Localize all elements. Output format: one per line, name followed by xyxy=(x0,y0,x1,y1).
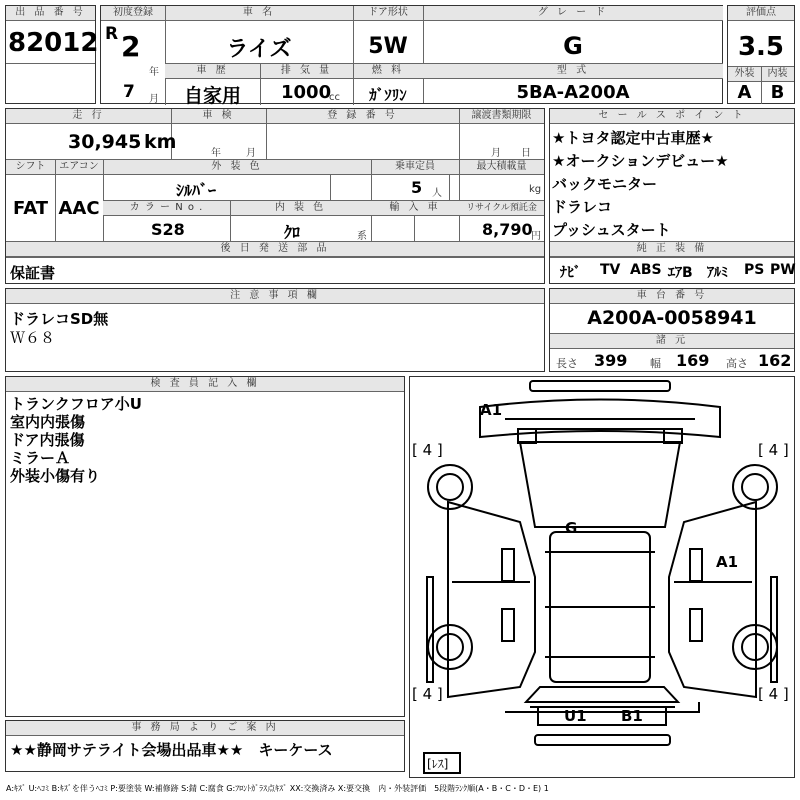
ac-label: エアコン xyxy=(55,160,103,175)
notes-line-1: ドラレコSD無 xyxy=(10,310,109,328)
equipment-abs: ABS xyxy=(630,262,662,278)
inspector-line-2: 室内内張傷 xyxy=(10,413,86,431)
sales-points-box xyxy=(549,108,795,284)
chassis-label: 車 台 番 号 xyxy=(550,289,794,304)
reg-year: 2 xyxy=(121,30,141,63)
grade: G xyxy=(563,32,583,60)
ext-color-label: 外 装 色 xyxy=(103,160,371,175)
grade-label: グ レ ー ド xyxy=(423,6,723,21)
score-label: 評価点 xyxy=(728,6,794,21)
door-type: 5W xyxy=(368,34,408,59)
inspector-line-4: ミラーＡ xyxy=(10,449,71,467)
max-load-label: 最大積載量 xyxy=(459,160,544,175)
mark-front-a1: A1 xyxy=(480,401,503,419)
transfer-day-unit: 日 xyxy=(521,148,531,159)
ac: AAC xyxy=(58,198,100,219)
exterior-grade: A xyxy=(737,82,752,103)
sales-point-2: ★オークションデビュー★ xyxy=(552,152,729,170)
inspector-box xyxy=(5,376,405,717)
score: 3.5 xyxy=(737,32,785,62)
equipment-navi: ﾅﾋﾞ xyxy=(560,265,581,281)
accessories-label: 後 日 発 送 部 品 xyxy=(6,242,544,257)
inspection-month-unit: 月 xyxy=(246,148,256,159)
chassis-box xyxy=(549,288,795,372)
notes-line-2: Ｗ６８ xyxy=(10,329,56,347)
int-color-label: 内 装 色 xyxy=(230,201,371,216)
capacity: 5 xyxy=(411,178,423,197)
import-label: 輸 入 車 xyxy=(371,201,459,216)
length-label: 長さ xyxy=(556,357,578,370)
accessories: 保証書 xyxy=(10,264,56,282)
displacement: 1000 xyxy=(281,82,332,103)
lot-number-label: 出 品 番 号 xyxy=(6,6,95,21)
shift: FAT xyxy=(12,198,49,219)
equipment-label: 純 正 装 備 xyxy=(550,242,794,257)
lot-number-box xyxy=(5,5,99,104)
int-color-unit: 系 xyxy=(357,231,367,242)
era: R xyxy=(105,24,119,44)
mark-rear-b1: B1 xyxy=(621,707,643,725)
car-name: ライズ xyxy=(226,37,292,62)
tire-front-right: [ 4 ] xyxy=(758,441,789,459)
interior-grade: B xyxy=(770,82,785,103)
notes-box xyxy=(5,288,545,372)
interior-label: 内装 xyxy=(761,67,794,82)
mileage-label: 走 行 xyxy=(6,109,171,124)
sales-point-3: バックモニター xyxy=(552,175,658,193)
capacity-unit: 人 xyxy=(432,188,442,199)
sales-point-5: プッシュスタート xyxy=(552,221,671,239)
car-diagram-box xyxy=(409,376,795,778)
fuel: ｶﾞｿﾘﾝ xyxy=(369,86,407,104)
office-label: 事 務 局 よ り ご 案 内 xyxy=(6,721,404,736)
equipment-airbag: ｴｱB xyxy=(668,265,693,281)
mileage-unit: km xyxy=(144,131,177,153)
mileage: 30,945 xyxy=(68,131,142,153)
year-unit: 年 xyxy=(149,67,159,78)
equipment-ps: PS xyxy=(744,262,765,278)
history: 自家用 xyxy=(183,85,241,107)
door-label: ドア形状 xyxy=(353,6,423,21)
inspection-year-unit: 年 xyxy=(211,148,221,159)
fuel-label: 燃 料 xyxy=(353,64,423,79)
length-value: 399 xyxy=(594,351,628,370)
color-no: S28 xyxy=(151,220,185,239)
reg-month: 7 xyxy=(123,82,135,102)
vehicle-info-box xyxy=(100,5,723,107)
inspection-label: 車 検 xyxy=(171,109,266,124)
reg-no-label: 登 録 番 号 xyxy=(266,109,459,124)
tire-rear-right: [ 4 ] xyxy=(758,685,789,703)
displacement-unit: cc xyxy=(329,92,340,103)
office-text: ★★静岡サテライト会場出品車★★ キーケース xyxy=(10,741,333,759)
dimensions-label: 諸 元 xyxy=(550,334,794,349)
model-label: 型 式 xyxy=(423,64,723,79)
color-no-label: カ ラ ー N o . xyxy=(103,201,230,216)
car-name-label: 車 名 xyxy=(165,6,353,21)
notes-label: 注 意 事 項 欄 xyxy=(6,289,544,304)
office-box xyxy=(5,720,405,772)
spare-tire: [ﾚｽ] xyxy=(427,757,449,771)
lot-number: 82012 xyxy=(8,28,99,58)
month-unit: 月 xyxy=(149,94,159,105)
sales-point-1: ★トヨタ認定中古車歴★ xyxy=(552,129,714,147)
inspector-line-5: 外装小傷有り xyxy=(10,467,101,485)
transfer-label: 譲渡書類期限 xyxy=(459,109,544,124)
model-code: 5BA-A200A xyxy=(516,82,630,103)
equipment-alloy: ｱﾙﾐ xyxy=(707,265,728,281)
sales-points-label: セ ー ル ス ポ イ ン ト xyxy=(550,109,794,124)
recycle-fee: 8,790 xyxy=(482,220,533,239)
equipment-pw: PW xyxy=(770,262,796,278)
height-value: 162 xyxy=(758,351,792,370)
max-load-unit: kg xyxy=(529,184,542,195)
ext-color: ｼﾙﾊﾞｰ xyxy=(176,181,217,200)
tire-front-left: [ 4 ] xyxy=(412,441,443,459)
capacity-label: 乗車定員 xyxy=(371,160,459,175)
chassis-number: A200A-0058941 xyxy=(587,307,757,329)
width-label: 幅 xyxy=(650,357,661,370)
mark-rear-u1: U1 xyxy=(564,707,587,725)
history-label: 車 歴 xyxy=(165,64,260,79)
exterior-label: 外装 xyxy=(728,67,761,82)
mark-side-a1: A1 xyxy=(716,553,739,571)
spec-box xyxy=(5,108,545,284)
car-diagram xyxy=(410,377,794,777)
inspector-line-1: トランクフロア小U xyxy=(10,395,142,413)
height-label: 高さ xyxy=(726,357,748,370)
transfer-month-unit: 月 xyxy=(491,148,501,159)
sales-point-4: ドラレコ xyxy=(552,198,613,216)
first-reg-label: 初度登録 xyxy=(101,6,165,21)
width-value: 169 xyxy=(676,351,710,370)
mark-windshield-g: G xyxy=(565,519,578,537)
recycle-label: リサイクル預託金 xyxy=(459,201,544,216)
recycle-unit: 円 xyxy=(531,231,541,242)
inspector-line-3: ドア内張傷 xyxy=(10,431,85,449)
tire-rear-left: [ 4 ] xyxy=(412,685,443,703)
int-color: ｸﾛ xyxy=(284,223,301,242)
displacement-label: 排 気 量 xyxy=(260,64,353,79)
shift-label: シフト xyxy=(6,160,55,175)
equipment-tv: TV xyxy=(600,262,621,278)
legend: A:ｷｽﾞ U:ﾍｺﾐ B:ｷｽﾞを伴うﾍｺﾐ P:要塗装 W:補修跡 S:錆 C:腐食 G:ﾌﾛﾝﾄｶﾞﾗｽ点ｷｽﾞ XX:交換済み X:要交換 内・外装評価 5段階ﾗﾝｸ順(A・B・C・D・E) 1 xyxy=(6,784,549,793)
inspector-label: 検 査 員 記 入 欄 xyxy=(6,377,404,392)
score-box xyxy=(727,5,795,104)
